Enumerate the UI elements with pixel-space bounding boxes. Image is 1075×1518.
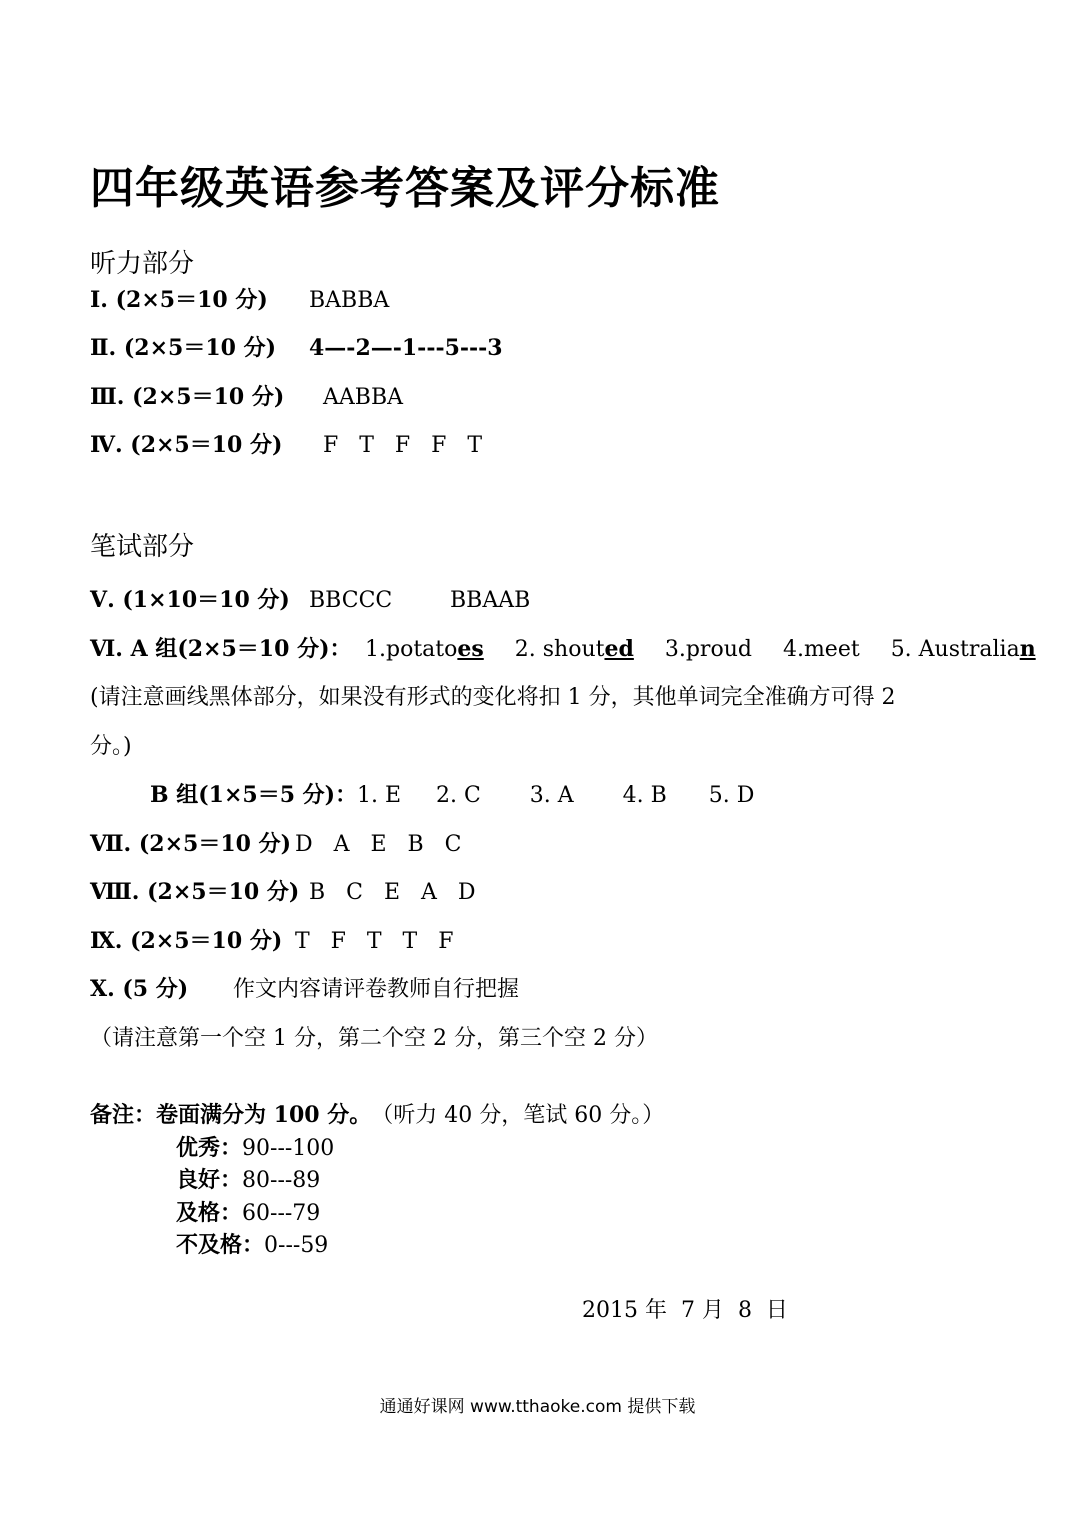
item-label: Ⅹ. (5 分) — [90, 976, 189, 1002]
item-answer: 4—-2—-1---5---3 — [309, 335, 503, 361]
answer-word-5: 5. Australian — [890, 636, 1036, 662]
written-heading: 笔试部分 — [90, 532, 195, 562]
page-title: 四年级英语参考答案及评分标准 — [90, 163, 720, 214]
vi-note-line-2: 分。) — [90, 734, 132, 759]
footer-text: 通通好课网 www.tthaoke.com 提供下载 — [379, 1397, 696, 1417]
written-item-v — [90, 583, 530, 614]
grade-name: 优秀： — [176, 1135, 243, 1161]
grade-range: 90---100 — [242, 1136, 335, 1161]
listening-item-3 — [90, 380, 403, 411]
item-answer: B C E A D — [309, 880, 476, 905]
listening-item-4 — [90, 428, 482, 459]
written-item-x — [90, 972, 519, 1003]
item-answer-a: BBCCC — [309, 588, 393, 613]
written-item-vi — [90, 632, 1036, 663]
grade-range: 80---89 — [242, 1168, 321, 1193]
item-label: Ⅶ. (2×5＝10 分) — [90, 831, 292, 857]
grade-row — [176, 1228, 328, 1259]
item-label: Ⅲ. (2×5＝10 分) — [90, 384, 285, 410]
item-label: Ⅳ. (2×5＝10 分) — [90, 432, 283, 458]
item-answer: 作文内容请评卷教师自行把握 — [233, 977, 520, 1002]
grade-name: 及格： — [176, 1200, 243, 1226]
vi-note-line-1: (请注意画线黑体部分，如果没有形式的变化将扣 1 分，其他单词完全准确方可得 2 — [90, 685, 896, 710]
group-b-label: B 组(1×5＝5 分)： — [150, 782, 358, 808]
grade-row — [176, 1131, 334, 1162]
answer-word-1: 1.potatoes — [365, 636, 484, 662]
item-label: Ⅰ. (2×5＝10 分) — [90, 287, 268, 313]
item-answer: AABBA — [323, 385, 403, 410]
written-item-vii — [90, 827, 462, 858]
written-item-ix — [90, 924, 453, 955]
vi-group-b — [150, 778, 754, 809]
document-date: 2015 年 7 月 8 日 — [582, 1298, 788, 1323]
item-label: Ⅴ. (1×10＝10 分) — [90, 587, 290, 613]
item-label: Ⅷ. (2×5＝10 分) — [90, 879, 300, 905]
item-label: Ⅸ. (2×5＝10 分) — [90, 928, 283, 954]
x-note: （请注意第一个空 1 分，第二个空 2 分，第三个空 2 分） — [90, 1026, 658, 1051]
grade-name: 不及格： — [176, 1232, 265, 1258]
group-b-answer: 1. E 2. C 3. A 4. B 5. D — [357, 783, 755, 808]
item-label: Ⅵ. A 组(2×5＝10 分)： — [90, 636, 352, 662]
item-answer: T F T T F — [295, 929, 454, 954]
remarks-detail: （听力 40 分，笔试 60 分。） — [371, 1103, 665, 1128]
item-answer-b: BBAAB — [450, 588, 531, 613]
item-label: Ⅱ. (2×5＝10 分) — [90, 335, 277, 361]
grade-row — [176, 1163, 320, 1194]
answer-word-2: 2. shouted — [514, 636, 634, 662]
answer-word-3: 3.proud — [664, 637, 752, 662]
answer-word-4: 4.meet — [782, 637, 860, 662]
item-answer: F T F F T — [323, 433, 483, 458]
grade-range: 60---79 — [242, 1201, 321, 1226]
item-answer: D A E B C — [295, 832, 462, 857]
listening-item-1 — [90, 283, 389, 314]
remarks — [90, 1098, 664, 1129]
item-answer: BABBA — [309, 288, 390, 313]
remarks-label: 备注：卷面满分为 100 分。 — [90, 1102, 372, 1128]
grade-name: 良好： — [176, 1167, 243, 1193]
grade-range: 0---59 — [264, 1233, 329, 1258]
grade-row — [176, 1196, 320, 1227]
written-item-viii — [90, 875, 476, 906]
listening-item-2 — [90, 331, 503, 362]
listening-heading: 听力部分 — [90, 249, 195, 279]
